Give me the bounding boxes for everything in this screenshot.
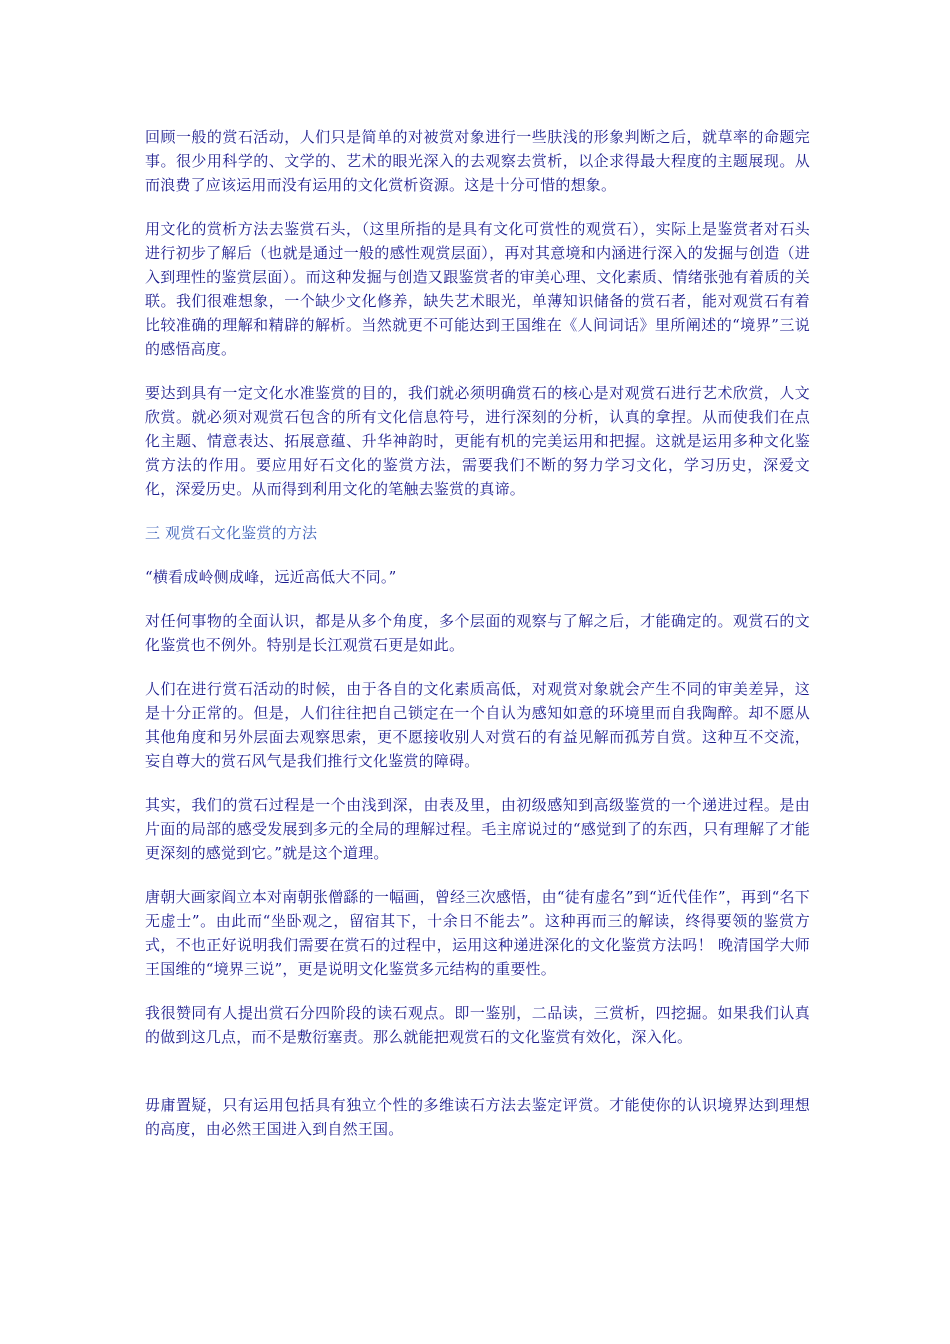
paragraph-cultural-level: 要达到具有一定文化水准鉴赏的目的，我们就必须明确赏石的核心是对观赏石进行艺术欣赏，人文欣赏。就必须对观赏石包含的所有文化信息符号，进行深刻的分析，认真的拿捏。从而使我们在点化主题、情意表达、拓展意蕴、升华神韵时，更能有机的完美运用和把握。这就是运用多种文化鉴赏方法的作用。要应用好石文化的鉴赏方法，需要我们不断的努力学习文化，学习历史，深爱文化，深爱历史。从而得到利用文化的笔触去鉴赏的真谛。 (145, 384, 810, 498)
paragraph-cultural-method: 用文化的赏析方法去鉴赏石头，（这里所指的是具有文化可赏性的观赏石），实际上是鉴赏者对石头进行初步了解后（也就是通过一般的感性观赏层面），再对其意境和内涵进行深入的发掘与创造（进入到理性的鉴赏层面）。而这种发掘与创造又跟鉴赏者的审美心理、文化素质、情绪张弛有着质的关联。我们很难想象，一个缺少文化修养，缺失艺术眼光，单薄知识储备的赏石者，能对观赏石有着比较准确的理解和精辟的解析。当然就更不可能达到王国维在《人间词话》里所阐述的“境界”三说的感悟高度。 (145, 220, 810, 358)
paragraph-conclusion: 毋庸置疑，只有运用包括具有独立个性的多维读石方法去鉴定评赏。才能使你的认识境界达到理想的高度，由必然王国进入到自然王国。 (145, 1096, 810, 1138)
document-body (145, 125, 810, 1161)
section-heading: 三 观赏石文化鉴赏的方法 (145, 524, 318, 542)
paragraph-multiple-angles: 对任何事物的全面认识，都是从多个角度，多个层面的观察与了解之后，才能确定的。观赏石的文化鉴赏也不例外。特别是长江观赏石更是如此。 (145, 612, 810, 654)
paragraph-yan-liben-story: 唐朝大画家阎立本对南朝张僧繇的一幅画，曾经三次感悟，由“徒有虚名”到“近代佳作”，再到“名下无虚士”。由此而“坐卧观之，留宿其下，十余日不能去”。这种再而三的解读，终得要领的鉴赏方式，不也正好说明我们需要在赏石的过程中，运用这种递进深化的文化鉴赏方法吗！ 晚清国学大师王国维的“境界三说”，更是说明文化鉴赏多元结构的重要性。 (145, 888, 810, 978)
paragraph-progressive-process: 其实，我们的赏石过程是一个由浅到深，由表及里，由初级感知到高级鉴赏的一个递进过程。是由片面的局部的感受发展到多元的全局的理解过程。毛主席说过的“感觉到了的东西，只有理解了才能更深刻的感觉到它。”就是这个道理。 (145, 796, 810, 862)
paragraph-aesthetic-differences: 人们在进行赏石活动的时候，由于各自的文化素质高低，对观赏对象就会产生不同的审美差异，这是十分正常的。但是，人们往往把自己锁定在一个自认为感知如意的环境里而自我陶醉。却不愿从其他角度和另外层面去观察思索，更不愿接收别人对赏石的有益见解而孤芳自赏。这种互不交流，妄自尊大的赏石风气是我们推行文化鉴赏的障碍。 (145, 680, 810, 770)
paragraph-four-stages: 我很赞同有人提出赏石分四阶段的读石观点。即一鉴别，二品读，三赏析，四挖掘。如果我们认真的做到这几点，而不是敷衍塞责。那么就能把观赏石的文化鉴赏有效化，深入化。 (145, 1004, 810, 1046)
paragraph-quote: “横看成岭侧成峰，远近高低大不同。” (145, 568, 397, 586)
paragraph-intro: 回顾一般的赏石活动，人们只是简单的对被赏对象进行一些肤浅的形象判断之后，就草率的命题完事。很少用科学的、文学的、艺术的眼光深入的去观察去赏析，以企求得最大程度的主题展现。从而浪费了应该运用而没有运用的文化赏析资源。这是十分可惜的想象。 (145, 128, 810, 194)
